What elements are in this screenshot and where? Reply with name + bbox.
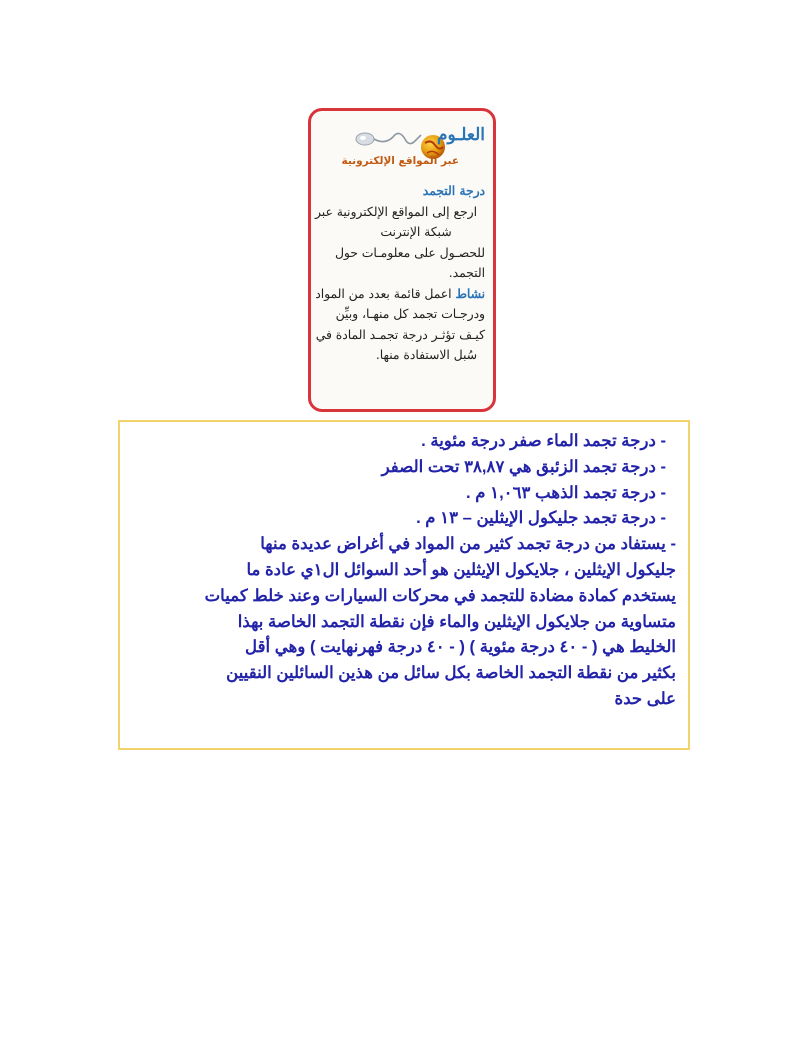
answer-line: جليكول الإيثلين ، جلايكول الإيثلين هو أحد السوائل ال١ي عادة ما — [246, 559, 676, 579]
card-text-line: كيـف تؤثـر درجة تجمـد المادة في — [315, 327, 485, 342]
activity-label: نشاط — [455, 285, 485, 301]
answer-line: - يستفاد من درجة تجمد كثير من المواد في أغراض عديدة منها — [260, 534, 676, 554]
card-text-line: ودرجـات تجمد كل منهـا، وبيِّن — [335, 307, 485, 321]
sidebar-card — [308, 108, 496, 412]
card-text-line: شبكة الإنترنت — [380, 225, 452, 239]
answer-line: الخليط هي ( - ٤٠ درجة مئوية ) ( - ٤٠ درجة فهرنهايت ) وهي أقل — [245, 637, 676, 657]
answer-line: - درجة تجمد الزئبق هي ٣٨,٨٧ تحت الصفر — [381, 456, 666, 476]
answer-line: على حدة — [614, 688, 676, 708]
card-body — [317, 181, 485, 366]
answer-line: متساوية من جلايكول الإيثلين والماء فإن نقطة التجمد الخاصة بهذا — [237, 611, 676, 631]
card-text-line: ارجع إلى المواقع الإلكترونية عبر — [315, 204, 477, 219]
brand-subtitle: عبر المواقع الإلكترونية — [341, 155, 459, 167]
answer-text — [130, 428, 676, 712]
answer-line: بكثير من نقطة التجمد الخاصة بكل سائل من هذين السائلين النقيين — [226, 663, 676, 683]
answer-line: - درجة تجمد الذهب ١,٠٦٣ م . — [466, 482, 666, 502]
answer-line: يستخدم كمادة مضادة للتجمد في محركات السيارات وعند خلط كميات — [204, 585, 676, 605]
brand-title: العلـوم — [436, 125, 485, 145]
answer-line: - درجة تجمد جليكول الإيثلين – ١٣ م . — [416, 508, 666, 528]
card-header — [311, 111, 493, 177]
card-text-line: سُبل الاستفادة منها. — [375, 348, 477, 362]
activity-line — [317, 284, 485, 305]
answer-box — [118, 420, 690, 750]
activity-text: اعمل قائمة بعدد من المواد — [315, 286, 452, 301]
card-text-line: للحصـول على معلومـات حول — [334, 245, 485, 260]
answer-line: - درجة تجمد الماء صفر درجة مئوية . — [421, 431, 666, 450]
card-text-line: التجمد. — [448, 266, 485, 280]
section-title: درجة التجمد — [422, 183, 485, 198]
